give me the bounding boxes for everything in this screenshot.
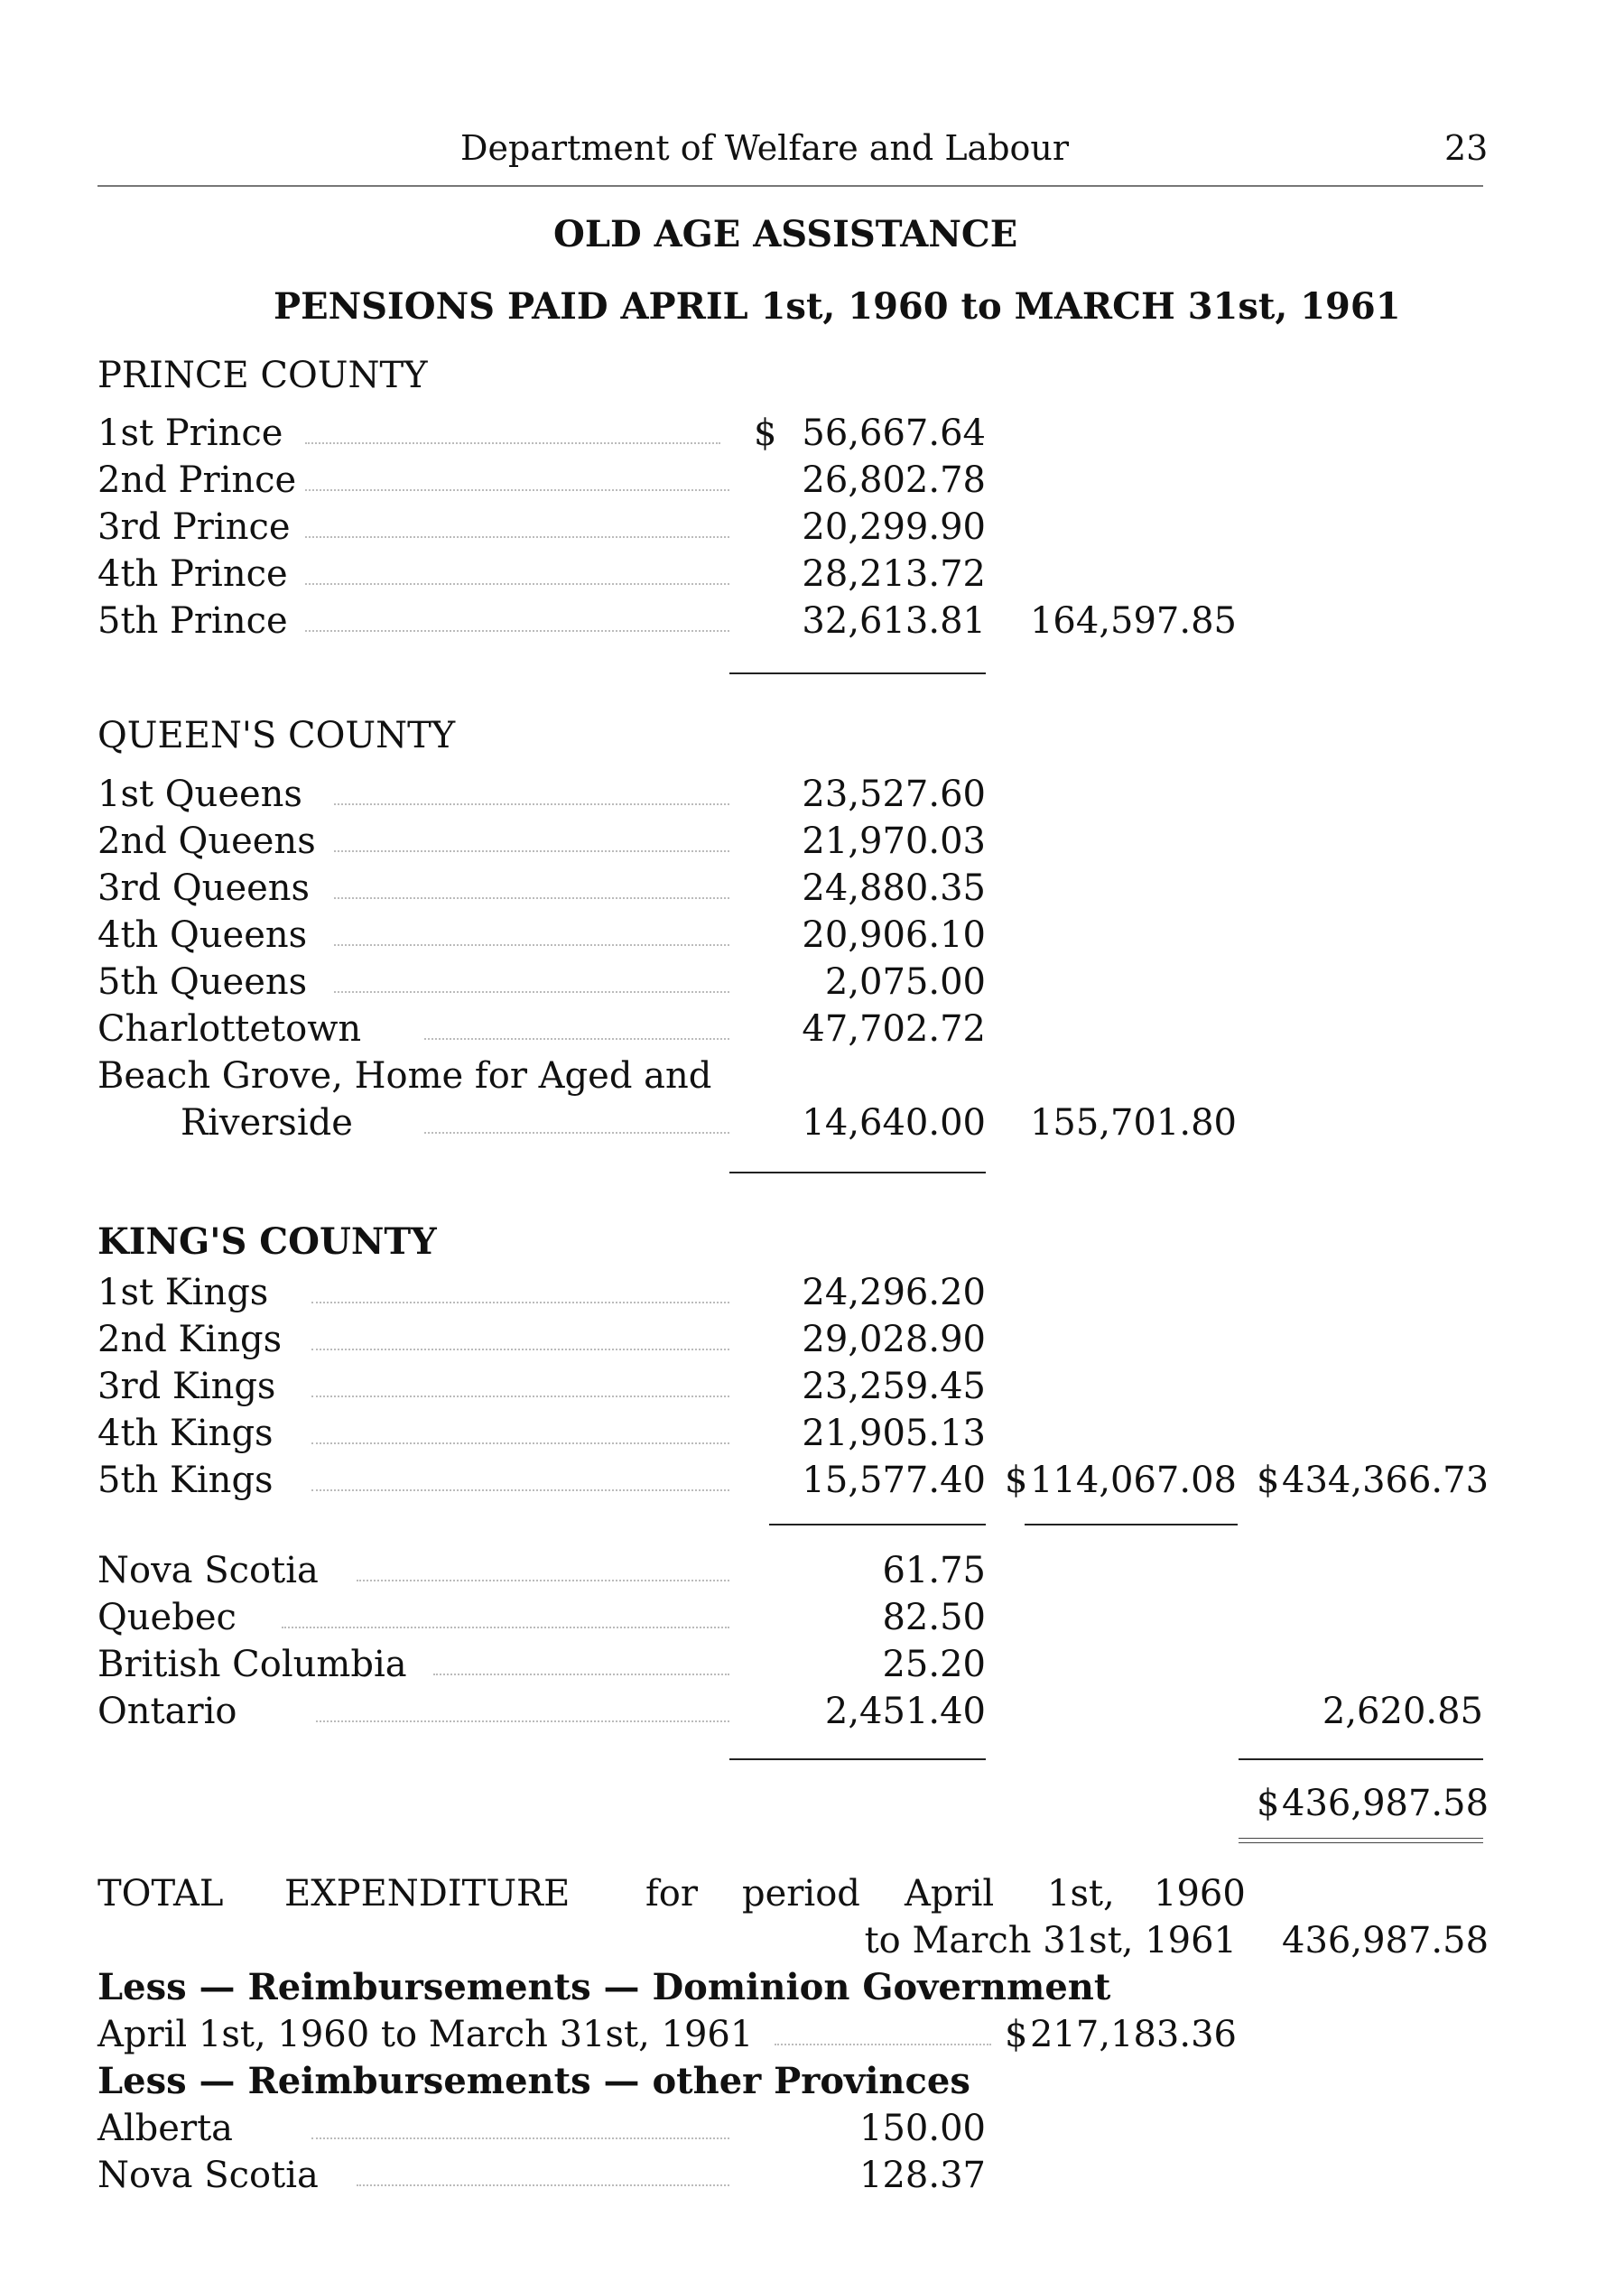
leader-dots <box>305 583 729 585</box>
expenditure-word: TOTAL <box>97 1873 224 1915</box>
table-row-amount: 28,213.72 <box>802 553 986 595</box>
table-row-amount: 25.20 <box>882 1644 986 1685</box>
leader-dots <box>305 536 729 538</box>
table-row-label: 4th Queens <box>97 914 308 956</box>
subtotal-rule <box>769 1524 986 1525</box>
reimbursements-dominion-heading: Less — Reimbursements — Dominion Government <box>97 1966 1111 2008</box>
table-row-amount: 61.75 <box>882 1550 986 1591</box>
table-row-amount: 20,299.90 <box>802 506 986 548</box>
expenditure-word: April <box>905 1873 995 1915</box>
table-row-label: 4th Prince <box>97 553 288 595</box>
table-row-label: 3rd Kings <box>97 1366 276 1407</box>
table-row-label: 1st Prince <box>97 413 283 454</box>
subtotal-rule <box>1025 1524 1238 1525</box>
running-header-title: Department of Welfare and Labour <box>460 128 1070 168</box>
table-row-amount: 128.37 <box>859 2155 986 2196</box>
leader-dots <box>424 1132 729 1134</box>
expenditure-word: 1960 <box>1154 1873 1246 1915</box>
table-row-label: Alberta <box>97 2108 233 2149</box>
double-rule <box>1239 1838 1483 1843</box>
table-row-label: 1st Queens <box>97 774 302 815</box>
table-row-amount: 47,702.72 <box>802 1008 986 1050</box>
leader-dots <box>357 1580 729 1581</box>
table-row-amount: 82.50 <box>882 1597 986 1638</box>
leader-dots <box>311 2137 729 2139</box>
leader-dots <box>334 850 729 852</box>
table-row-label: British Columbia <box>97 1644 407 1685</box>
leader-dots <box>311 1302 729 1303</box>
table-row-label: Charlottetown <box>97 1008 362 1050</box>
leader-dots <box>305 489 729 491</box>
page-subtitle: PENSIONS PAID APRIL 1st, 1960 to MARCH 31st, 1961 <box>274 285 1401 328</box>
overall-total: 436,987.58 <box>1282 1783 1489 1824</box>
leader-dots <box>334 897 729 899</box>
table-row-amount: 24,296.20 <box>802 1272 986 1313</box>
table-row-label: 5th Queens <box>97 961 308 1003</box>
expenditure-word: for <box>645 1873 699 1915</box>
table-row-label: 5th Prince <box>97 600 288 642</box>
leader-dots <box>311 1349 729 1350</box>
subtotal-rule <box>729 1758 986 1760</box>
overall-total-dollar: $ <box>1257 1783 1280 1824</box>
leader-dots <box>305 630 729 632</box>
table-row-label: Quebec <box>97 1597 237 1638</box>
table-row-label: 2nd Queens <box>97 821 316 862</box>
table-row-amount: 2,451.40 <box>824 1691 986 1732</box>
queens-county-heading: QUEEN'S COUNTY <box>97 715 456 756</box>
table-row-label: 2nd Kings <box>97 1319 283 1360</box>
table-row-amount: 32,613.81 <box>802 600 986 642</box>
table-row-amount: 150.00 <box>859 2108 986 2149</box>
kings-county-heading: KING'S COUNTY <box>97 1220 437 1263</box>
table-row-label: 5th Kings <box>97 1460 274 1501</box>
prince-subtotal: 164,597.85 <box>1029 600 1237 642</box>
table-row-label: 2nd Prince <box>97 459 297 501</box>
leader-dots <box>305 442 720 444</box>
table-row-amount: 56,667.64 <box>802 413 986 454</box>
table-row-label: Nova Scotia <box>97 1550 319 1591</box>
page-number: 23 <box>1444 128 1489 168</box>
leader-dots <box>311 1489 729 1491</box>
table-row-amount: 20,906.10 <box>802 914 986 956</box>
leader-dots <box>424 1038 729 1040</box>
table-row-amount: 21,970.03 <box>802 821 986 862</box>
kings-subtotal-dollar: $ <box>1005 1460 1028 1501</box>
prince-dollar-sign: $ <box>754 413 777 454</box>
table-row-amount: 29,028.90 <box>802 1319 986 1360</box>
expenditure-word: period <box>742 1873 860 1915</box>
table-row-label-continued: Riverside <box>181 1102 353 1144</box>
leader-dots <box>316 1720 729 1722</box>
reimbursement-dollar: $ <box>1005 2014 1028 2055</box>
table-row-label: 3rd Queens <box>97 867 311 909</box>
leader-dots <box>311 1442 729 1444</box>
leader-dots <box>334 991 729 993</box>
reimbursement-period-label: April 1st, 1960 to March 31st, 1961 <box>97 2014 754 2055</box>
table-row-label: 3rd Prince <box>97 506 291 548</box>
kings-subtotal: 114,067.08 <box>1029 1460 1237 1501</box>
prince-county-heading: PRINCE COUNTY <box>97 355 428 396</box>
table-row-label: 4th Kings <box>97 1413 274 1454</box>
expenditure-line2: to March 31st, 1961 <box>864 1920 1237 1961</box>
counties-total: 434,366.73 <box>1282 1460 1489 1501</box>
table-row-amount: 23,527.60 <box>802 774 986 815</box>
counties-total-dollar: $ <box>1257 1460 1280 1501</box>
table-row-amount: 24,880.35 <box>802 867 986 909</box>
leader-dots <box>334 944 729 946</box>
reimbursements-provinces-heading: Less — Reimbursements — other Provinces <box>97 2060 970 2102</box>
subtotal-rule <box>1239 1758 1483 1760</box>
table-row-label: Ontario <box>97 1691 237 1732</box>
leader-dots <box>311 1395 729 1397</box>
leader-dots <box>282 1627 729 1628</box>
table-row-amount: 2,075.00 <box>824 961 986 1003</box>
header-rule <box>97 185 1483 187</box>
reimbursement-amount: 217,183.36 <box>1029 2014 1237 2055</box>
leader-dots <box>357 2184 729 2186</box>
leader-dots <box>334 803 729 805</box>
queens-subtotal: 155,701.80 <box>1029 1102 1237 1144</box>
table-row-amount: 14,640.00 <box>802 1102 986 1144</box>
table-row-amount: 23,259.45 <box>802 1366 986 1407</box>
table-row-amount: 15,577.40 <box>802 1460 986 1501</box>
table-row-label: Beach Grove, Home for Aged and <box>97 1055 712 1097</box>
table-row-label: 1st Kings <box>97 1272 269 1313</box>
leader-dots <box>775 2044 991 2045</box>
table-row-label: Nova Scotia <box>97 2155 319 2196</box>
page-title: OLD AGE ASSISTANCE <box>553 213 1018 255</box>
subtotal-rule <box>729 672 986 674</box>
subtotal-rule <box>729 1172 986 1173</box>
table-row-amount: 26,802.78 <box>802 459 986 501</box>
expenditure-amount: 436,987.58 <box>1282 1920 1489 1961</box>
expenditure-word: EXPENDITURE <box>284 1873 571 1915</box>
expenditure-word: 1st, <box>1047 1873 1115 1915</box>
leader-dots <box>433 1674 729 1675</box>
provinces-total: 2,620.85 <box>1322 1691 1483 1732</box>
table-row-amount: 21,905.13 <box>802 1413 986 1454</box>
